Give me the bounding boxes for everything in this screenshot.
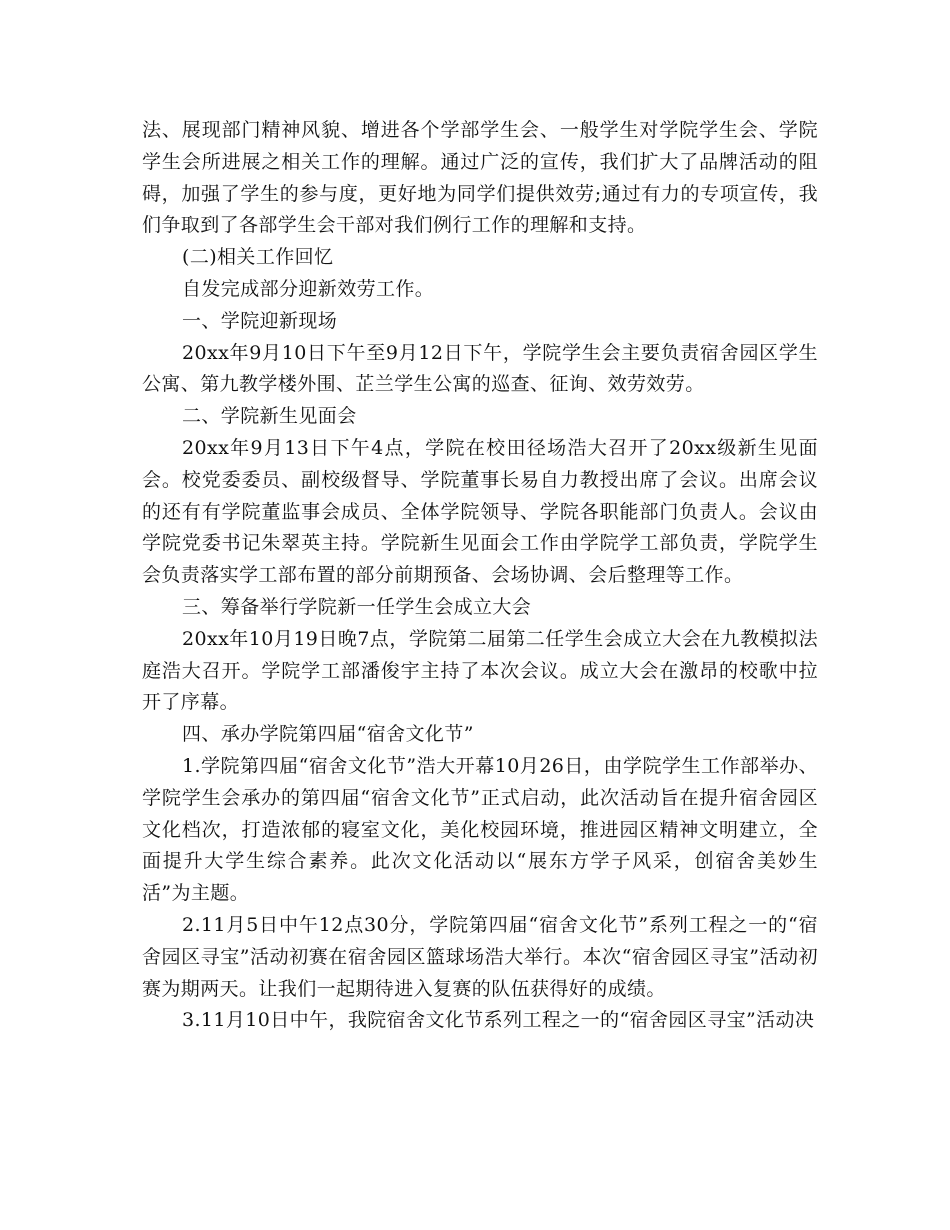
paragraph-publicity-summary: 法、展现部门精神风貌、增进各个学部学生会、一般学生对学院学生会、学院学生会所进展之相关工作的理解。通过广泛的宣传，我们扩大了品牌活动的阻碍，加强了学生的参与度，更好地为同学们提供效劳;通过有力的专项宣传，我们争取到了各部学生会干部对我们例行工作的理解和支持。 — [142, 119, 818, 237]
heading-orientation-site: 一、学院迎新现场 — [182, 309, 338, 332]
heading-dorm-culture-festival: 四、承办学院第四届“宿舍文化节” — [182, 723, 474, 746]
paragraph-freshman-meeting: 20xx年9月13日下午4点，学院在校田径场浩大召开了20xx级新生见面会。校党委委员、副校级督导、学院董事长易自力教授出席了会议。出席会议的还有有学院董监事会成员、全体学院领导、学院各职能部门负责人。会议由学院党委书记朱翠英主持。学院新生见面会工作由学院学工部负责，学院学生会负责落实学工部布置的部分前期预备、会场协调、会后整理等工作。 — [142, 436, 818, 587]
paragraph-orientation-site: 20xx年9月10日下午至9月12日下午，学院学生会主要负责宿舍园区学生公寓、第九教学楼外围、芷兰学生公寓的巡查、征询、效劳效劳。 — [142, 341, 818, 396]
paragraph-treasure-hunt-prelim: 2.11月5日中午12点30分，学院第四届“宿舍文化节”系列工程之一的“宿舍园区寻宝”活动初赛在宿舍园区篮球场浩大举行。本次“宿舍园区寻宝”活动初赛为期两天。让我们一起期待进入复赛的队伍获得好的成绩。 — [142, 913, 818, 1000]
heading-student-union-founding: 三、筹备举行学院新一任学生会成立大会 — [182, 595, 532, 618]
paragraph-orientation-service: 自发完成部分迎新效劳工作。 — [182, 277, 435, 300]
paragraph-festival-opening: 1.学院第四届“宿舍文化节”浩大开幕10月26日，由学院学生工作部举办、学院学生会承办的第四届“宿舍文化节”正式启动，此次活动旨在提升宿舍园区文化档次，打造浓郁的寝室文化，美化校园环境，推进园区精神文明建立，全面提升大学生综合素养。此次文化活动以“展东方学子风采，创宿舍美妙生活”为主题。 — [142, 754, 818, 905]
paragraph-treasure-hunt-final: 3.11月10日中午，我院宿舍文化节系列工程之一的“宿舍园区寻宝”活动决 — [182, 1009, 815, 1032]
heading-freshman-meeting: 二、学院新生见面会 — [182, 405, 357, 428]
paragraph-student-union-founding: 20xx年10月19日晚7点，学院第二届第二任学生会成立大会在九教模拟法庭浩大召开。学院学工部潘俊宇主持了本次会议。成立大会在激昂的校歌中拉开了序幕。 — [142, 627, 818, 714]
section-heading-related-work: (二)相关工作回忆 — [182, 246, 334, 269]
document-body — [142, 115, 818, 1037]
